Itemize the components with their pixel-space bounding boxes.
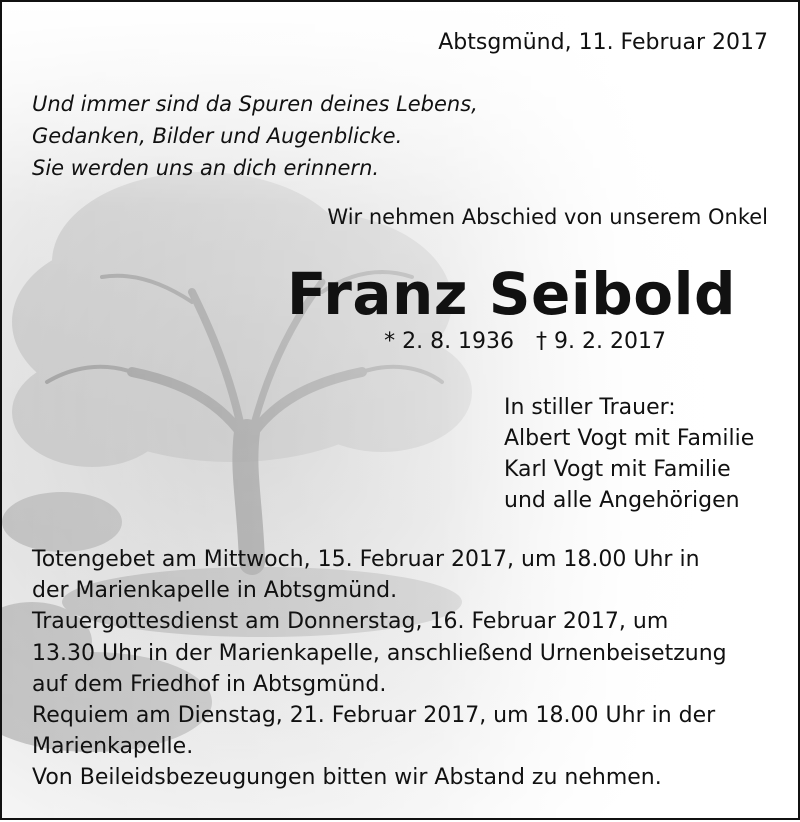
- service-notice: [32, 544, 727, 794]
- death-date: † 9. 2. 2017: [536, 329, 666, 354]
- notice-line: 13.30 Uhr in der Marienkapelle, anschließend Urnenbeisetzung: [32, 640, 727, 666]
- memorial-verse: [32, 88, 478, 184]
- farewell-intro: Wir nehmen Abschied von unserem Onkel: [327, 205, 768, 229]
- notice-line: auf dem Friedhof in Abtsgmünd.: [32, 671, 387, 697]
- notice-line: Totengebet am Mittwoch, 15. Februar 2017, um 18.00 Uhr in: [32, 547, 700, 572]
- life-dates: [384, 329, 666, 354]
- mourners-line: und alle Angehörigen: [504, 488, 740, 513]
- notice-line: Requiem am Dienstag, 21. Februar 2017, um 18.00 Uhr in der: [32, 703, 716, 729]
- deceased-name: Franz Seibold: [286, 260, 736, 328]
- notice-line: Von Beileidsbezeugungen bitten wir Abstand zu nehmen.: [32, 765, 662, 791]
- birth-date: * 2. 8. 1936: [384, 329, 515, 354]
- mourners-line: In stiller Trauer:: [504, 395, 676, 420]
- verse-line: Sie werden uns an dich erinnern.: [32, 156, 380, 180]
- notice-line: Marienkapelle.: [32, 734, 194, 760]
- mourners-list: [504, 392, 754, 516]
- verse-line: Gedanken, Bilder und Augenblicke.: [32, 124, 403, 148]
- mourners-line: Karl Vogt mit Familie: [504, 457, 731, 482]
- mourners-line: Albert Vogt mit Familie: [504, 426, 755, 451]
- place-and-date: Abtsgmünd, 11. Februar 2017: [438, 30, 768, 55]
- notice-line: Trauergottesdienst am Donnerstag, 16. Februar 2017, um: [32, 609, 669, 635]
- notice-line: der Marienkapelle in Abtsgmünd.: [32, 578, 398, 604]
- verse-line: Und immer sind da Spuren deines Lebens,: [32, 92, 478, 116]
